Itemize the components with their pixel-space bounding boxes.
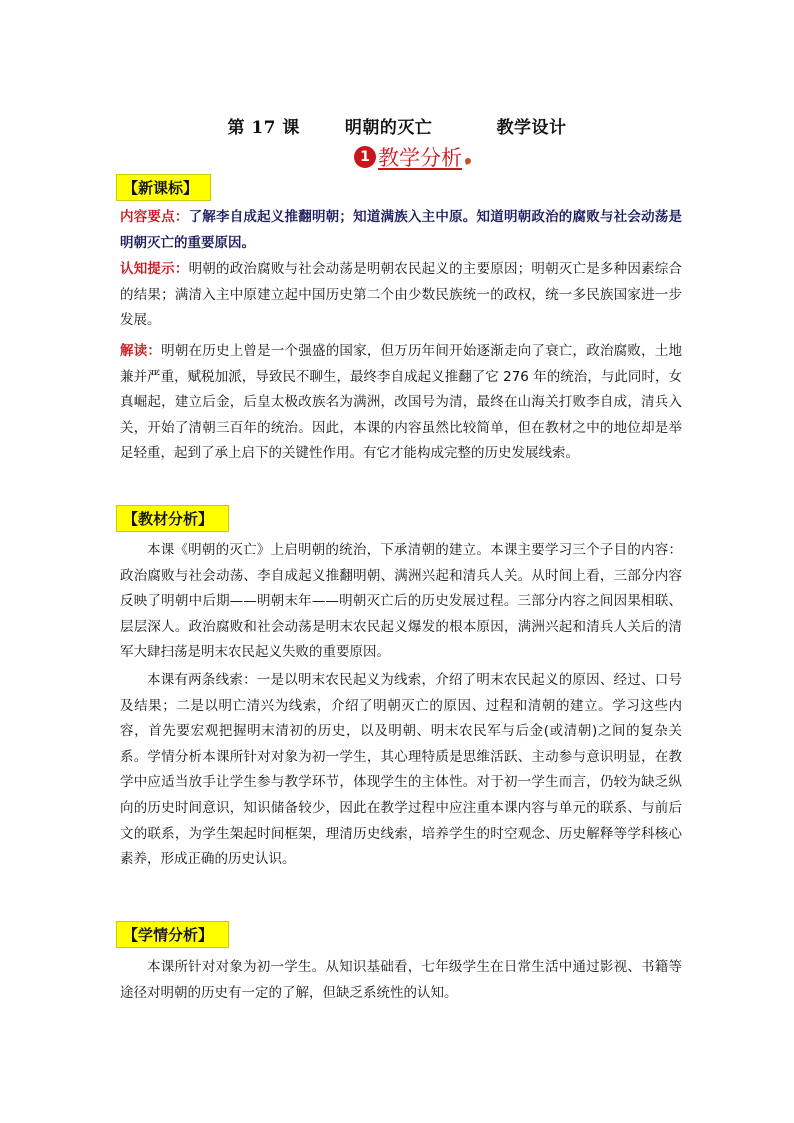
- leaf-decoration-icon: [465, 158, 474, 165]
- tag-learner-analysis-label: 【学情分析】: [123, 926, 214, 944]
- content-points-label: 内容要点：: [120, 209, 189, 225]
- page-title: [0, 113, 794, 138]
- section-number-badge: 1: [354, 146, 376, 168]
- section-heading: [354, 143, 474, 171]
- cognition-paragraph: [120, 257, 682, 334]
- tag-new-standard: [116, 174, 211, 201]
- textbook-paragraph-2: 本课有两条线索：一是以明末农民起义为线索，介绍了明末农民起义的原因、经过、口号及结果；二是以明亡清兴为线索，介绍了明朝灭亡的原因、过程和清朝的建立。学习这些内容，首先要宏观把握明末清初的历史，以及明朝、明末农民军与后金(或清朝)之间的复杂关系。学情分析本课所针对对象为初一学生，其心理特质是思维活跃、主动参与意识明显，在教学中应适当放手让学生参与教学环节，体现学生的主体性。对于初一学生而言，仍较为缺乏纵向的历史时间意识，知识储备较少，因此在教学过程中应注重本课内容与单元的联系、与前后文的联系，为学生架起时间框架，理清历史线索，培养学生的时空观念、历史解释等学科核心素养，形成正确的历史认识。: [120, 672, 682, 868]
- interpretation-label: 解读：: [120, 343, 162, 359]
- title-lesson: 第 17 课: [227, 118, 300, 138]
- textbook-paragraph-1: 本课《明朝的灭亡》上启明朝的统治，下承清朝的建立。本课主要学习三个子目的内容：政治腐败与社会动荡、李自成起义推翻明朝、满洲兴起和清兵人关。从时间上看，三部分内容反映了明朝中后期——明朝末年——明朝灭亡后的历史发展过程。三部分内容之间因果相联、层层深人。政治腐败和社会动荡是明末农民起义爆发的根本原因，满洲兴起和清兵人关后的清军大肆扫荡是明末农民起义失败的重要原因。: [120, 542, 682, 661]
- tag-learner-analysis: [116, 921, 229, 948]
- interpretation-text: 明朝在历史上曾是一个强盛的国家，但万历年间开始逐渐走向了衰亡，政治腐败，土地兼并严重，赋税加派，导致民不聊生，最终李自成起义推翻了它 276 年的统治，与此同时，女真崛起，建立后金，后皇太极改族名为满洲，改国号为清，最终在山海关打败李自成，清兵入关，开始了清朝三百年的统治。因此，本课的内容虽然比较简单，但在教材之中的地位却是举足轻重，起到了承上启下的关键性作用。有它才能构成完整的历史发展线索。: [120, 343, 683, 462]
- cognition-text: 明朝的政治腐败与社会动荡是明朝农民起义的主要原因；明朝灭亡是多种因素综合的结果；满清入主中原建立起中国历史第二个由少数民族统一的政权，统一多民族国家进一步发展。: [120, 261, 682, 329]
- cognition-label: 认知提示：: [120, 261, 189, 277]
- content-points-text: 了解李自成起义推翻明朝；知道满族入主中原。知道明朝政治的腐败与社会动荡是明朝灭亡的重要原因。: [120, 209, 682, 251]
- tag-new-standard-label: 【新课标】: [123, 179, 199, 197]
- title-type: 教学设计: [496, 118, 567, 138]
- tag-textbook-analysis: [116, 505, 229, 532]
- tag-textbook-analysis-label: 【教材分析】: [123, 510, 214, 528]
- section-title: 教学分析: [378, 146, 462, 170]
- title-name: 明朝的灭亡: [344, 118, 433, 138]
- interpretation-paragraph: [120, 339, 682, 467]
- content-points-paragraph: [120, 205, 682, 256]
- learner-paragraph-1: 本课所针对对象为初一学生。从知识基础看，七年级学生在日常生活中通过影视、书籍等途径对明朝的历史有一定的了解，但缺乏系统性的认知。: [120, 959, 682, 1001]
